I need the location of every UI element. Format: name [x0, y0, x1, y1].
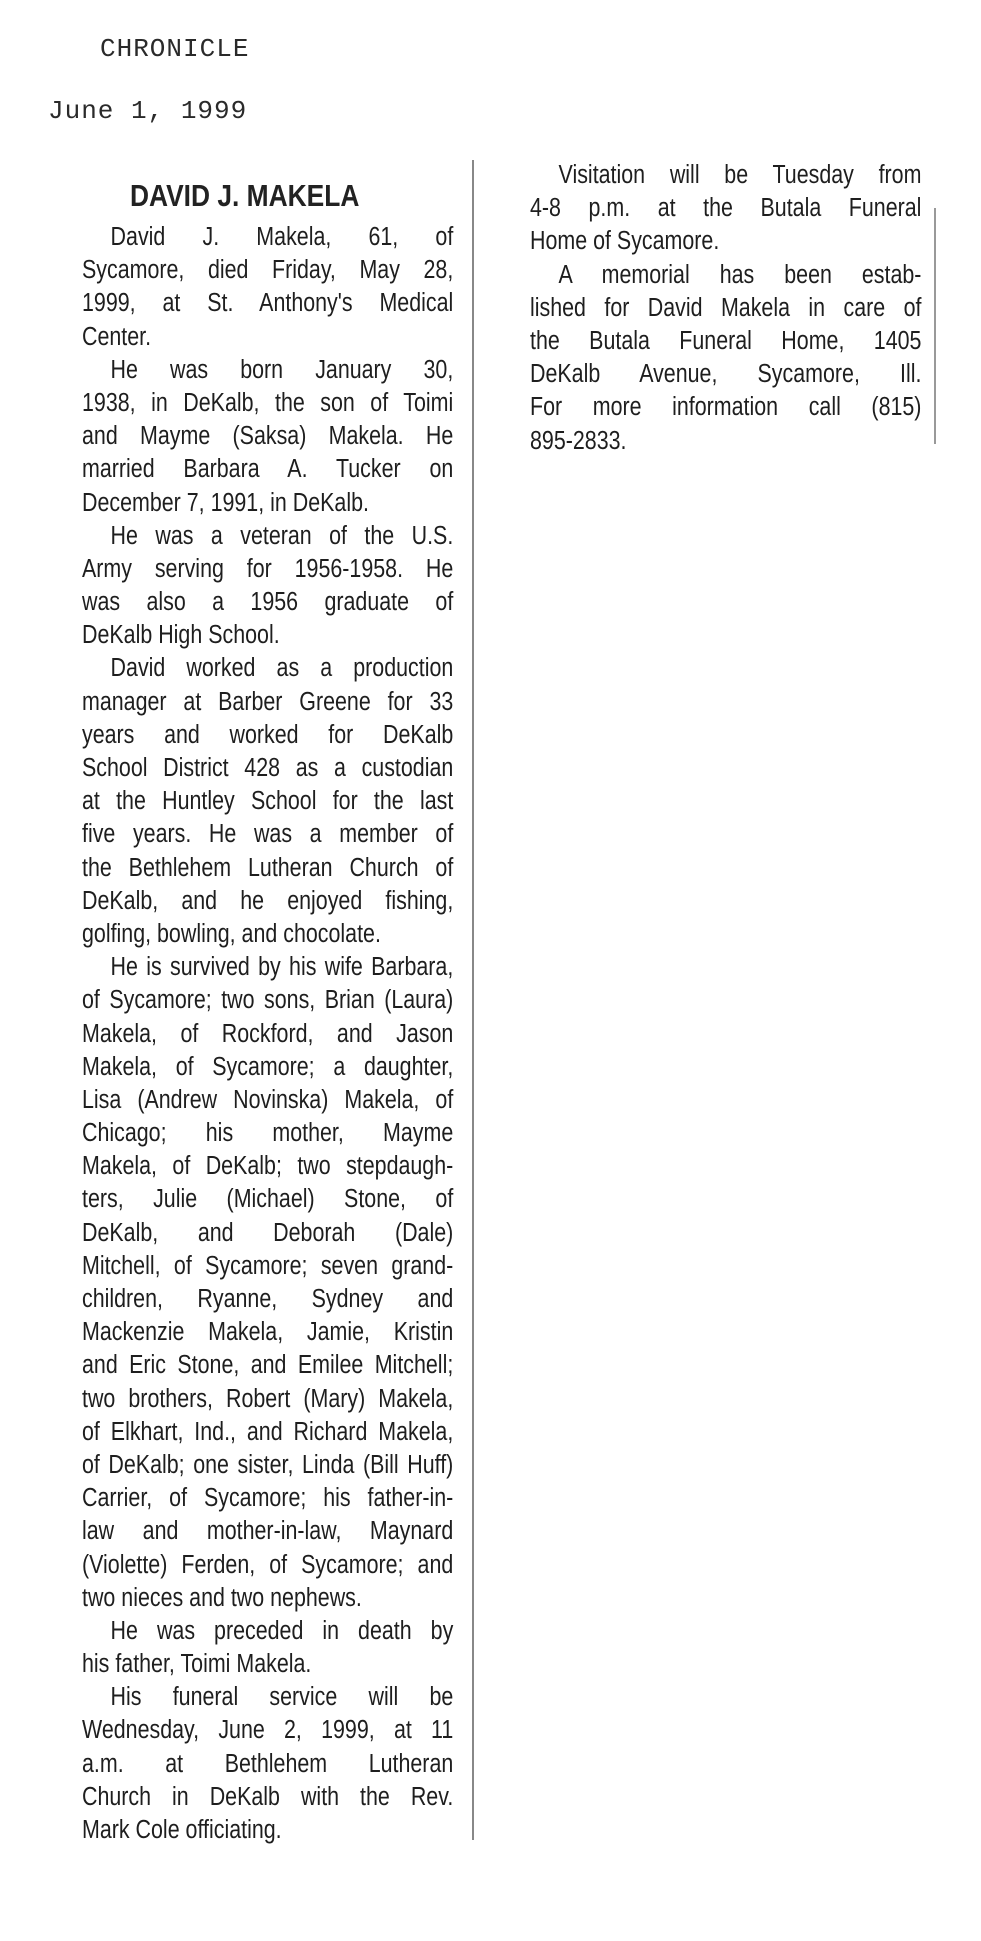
text-line: manager at Barber Greene for 33	[82, 687, 454, 716]
text-line: the Butala Funeral Home, 1405	[530, 326, 922, 355]
text-line: DeKalb, and he enjoyed fishing,	[82, 886, 454, 915]
column-divider	[472, 160, 474, 1840]
text-line: the Bethlehem Lutheran Church of	[82, 853, 454, 882]
text-line: He is survived by his wife Barbara,	[110, 953, 454, 982]
text-line: and Mayme (Saksa) Makela. He	[82, 422, 454, 451]
text-line: He was preceded in death by	[110, 1616, 454, 1645]
text-line: ters, Julie (Michael) Stone, of	[82, 1185, 454, 1214]
text-line: golfing, bowling, and chocolate.	[82, 919, 381, 948]
paragraph	[82, 520, 453, 653]
text-line: 1999, at St. Anthony's Medical	[82, 289, 454, 318]
text-line: his father, Toimi Makela.	[82, 1650, 312, 1679]
text-line: children, Ryanne, Sydney and	[82, 1285, 454, 1313]
text-line: Army serving for 1956-1958. He	[82, 554, 454, 583]
text-line: lished for David Makela in care of	[530, 293, 922, 322]
text-line: DeKalb, and Deborah (Dale)	[82, 1218, 454, 1247]
text-line: Wednesday, June 2, 1999, at 11	[82, 1716, 454, 1745]
text-line: 4-8 p.m. at the Butala Funeral	[530, 194, 922, 223]
text-line: Church in DeKalb with the Rev.	[82, 1782, 454, 1811]
text-line: years and worked for DeKalb	[82, 720, 454, 749]
text-line: DeKalb Avenue, Sycamore, Ill.	[530, 360, 922, 389]
text-line: law and mother-in-law, Maynard	[82, 1517, 454, 1546]
text-line: Center.	[82, 322, 152, 351]
text-line: He was a veteran of the U.S.	[110, 521, 454, 550]
text-line: He was born January 30,	[110, 355, 454, 384]
paragraph	[82, 354, 453, 520]
text-line: was also a 1956 graduate of	[82, 588, 454, 617]
text-line: David worked as a production	[110, 654, 454, 683]
obituary-title: DAVID J. MAKELA	[130, 178, 360, 213]
text-line: School District 428 as a custodian	[82, 754, 454, 782]
text-line: and Eric Stone, and Emilee Mitchell;	[82, 1351, 454, 1380]
paragraph	[530, 259, 921, 458]
text-line: Carrier, of Sycamore; his father-in-	[82, 1484, 454, 1513]
text-line: Chicago; his mother, Mayme	[82, 1119, 454, 1148]
text-line: His funeral service will be	[110, 1683, 454, 1712]
paragraph	[82, 1681, 453, 1847]
paragraph	[82, 951, 453, 1615]
paragraph	[530, 159, 921, 259]
text-line: DeKalb High School.	[82, 621, 280, 650]
text-line: (Violette) Ferden, of Sycamore; and	[82, 1550, 454, 1579]
text-line: For more information call (815)	[530, 393, 922, 422]
text-line: December 7, 1991, in DeKalb.	[82, 488, 369, 517]
text-line: Home of Sycamore.	[530, 227, 720, 256]
text-line: 895-2833.	[530, 426, 627, 455]
clipping-edge	[934, 208, 936, 444]
text-line: a.m. at Bethlehem Lutheran	[82, 1749, 454, 1778]
text-line: David J. Makela, 61, of	[110, 223, 454, 251]
text-line: five years. He was a member of	[82, 820, 454, 849]
text-line: Makela, of Sycamore; a daughter,	[82, 1052, 454, 1081]
text-line: of Elkhart, Ind., and Richard Makela,	[82, 1417, 454, 1446]
paragraph	[82, 221, 453, 354]
paragraph	[82, 1615, 453, 1681]
text-line: married Barbara A. Tucker on	[82, 455, 454, 484]
text-line: Makela, of Rockford, and Jason	[82, 1019, 454, 1048]
text-line: of Sycamore; two sons, Brian (Laura)	[82, 986, 454, 1015]
publication-name: CHRONICLE	[100, 34, 250, 64]
text-line: two brothers, Robert (Mary) Makela,	[82, 1384, 454, 1413]
text-line: two nieces and two nephews.	[82, 1583, 362, 1612]
text-line: at the Huntley School for the last	[82, 787, 454, 816]
publication-date: June 1, 1999	[48, 96, 248, 126]
text-line: Mark Cole officiating.	[82, 1816, 282, 1844]
paragraph	[82, 652, 453, 951]
text-line: of DeKalb; one sister, Linda (Bill Huff)	[82, 1450, 454, 1479]
left-column	[82, 221, 453, 1847]
text-line: 1938, in DeKalb, the son of Toimi	[82, 388, 454, 417]
text-line: Lisa (Andrew Novinska) Makela, of	[82, 1085, 454, 1114]
right-column	[530, 159, 921, 458]
text-line: Mitchell, of Sycamore; seven grand-	[82, 1251, 454, 1280]
text-line: Mackenzie Makela, Jamie, Kristin	[82, 1318, 454, 1347]
text-line: Visitation will be Tuesday from	[558, 161, 922, 189]
text-line: Sycamore, died Friday, May 28,	[82, 256, 454, 285]
text-line: A memorial has been estab-	[558, 260, 922, 289]
text-line: Makela, of DeKalb; two stepdaugh-	[82, 1152, 454, 1181]
